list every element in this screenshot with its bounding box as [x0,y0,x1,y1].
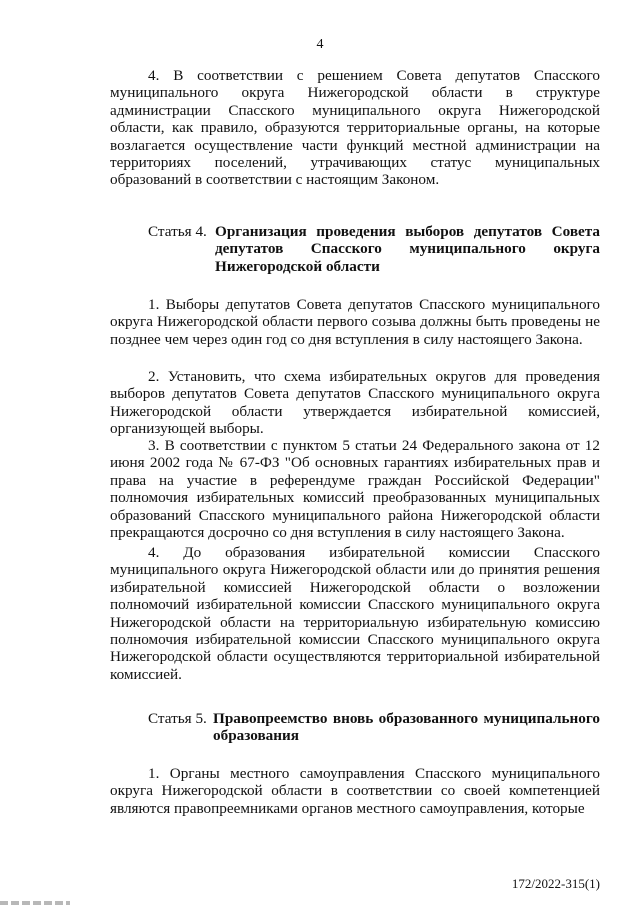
article-5-paragraph-1: 1. Органы местного самоуправления Спасского муниципального округа Нижегородской области в соответствии со своей компетенцией являются правопреемниками органов местного самоуправления, которые [110,765,600,817]
article-4-paragraph-4: 4. До образования избирательной комиссии Спасского муниципального округа Нижегородской области или до принятия решения избирательной комиссией Нижегородской области о возложении полномочий избирательной комиссии Спасского муниципального округа Нижегородской области на территориальную избирательную комиссию полномочия избирательной комиссии Спасского муниципального округа Нижегородской области осуществляются территориальной избирательной комиссией. [110,544,600,683]
article-5-heading [148,710,600,745]
document-code: 172/2022-315(1) [511,876,600,891]
page-number: 4 [316,37,324,52]
article-4-paragraph-1: 1. Выборы депутатов Совета депутатов Спасского муниципального округа Нижегородской области первого созыва должны быть проведены не позднее чем через один год со дня вступления в силу настоящего Закона. [110,296,600,348]
paragraph-article3-item4: 4. В соответствии с решением Совета депутатов Спасского муниципального округа Нижегородской области в структуре администрации Спасского муниципального округа Нижегородской области, как правило, образуются территориальные органы, на которые возлагается осуществление части функций местной администрации на территориях поселений, утрачивающих статус муниципальных образований в соответствии с настоящим Законом. [110,67,600,189]
article-5-title: Правопреемство вновь образованного муниципального образования [213,710,600,745]
article-4-heading [148,223,600,275]
article-4-paragraph-3: 3. В соответствии с пунктом 5 статьи 24 Федерального закона от 12 июня 2002 года № 67-ФЗ "Об основных гарантиях избирательных прав и права на участие в референдуме граждан Российской Федерации" полномочия избирательных комиссий преобразованных муниципальных образований Спасского муниципального района Нижегородской области прекращаются досрочно со дня вступления в силу настоящего Закона. [110,437,600,542]
scan-edge-mark [0,901,70,905]
article-4-title: Организация проведения выборов депутатов Совета депутатов Спасского муниципального округа Нижегородской области [215,223,600,275]
article-5-label: Статья 5. [148,710,207,727]
article-4-label: Статья 4. [148,223,207,240]
article-4-paragraph-2: 2. Установить, что схема избирательных округов для проведения выборов депутатов Совета депутатов Спасского муниципального округа Нижегородской области утверждается избирательной комиссией, организующей выборы. [110,368,600,438]
